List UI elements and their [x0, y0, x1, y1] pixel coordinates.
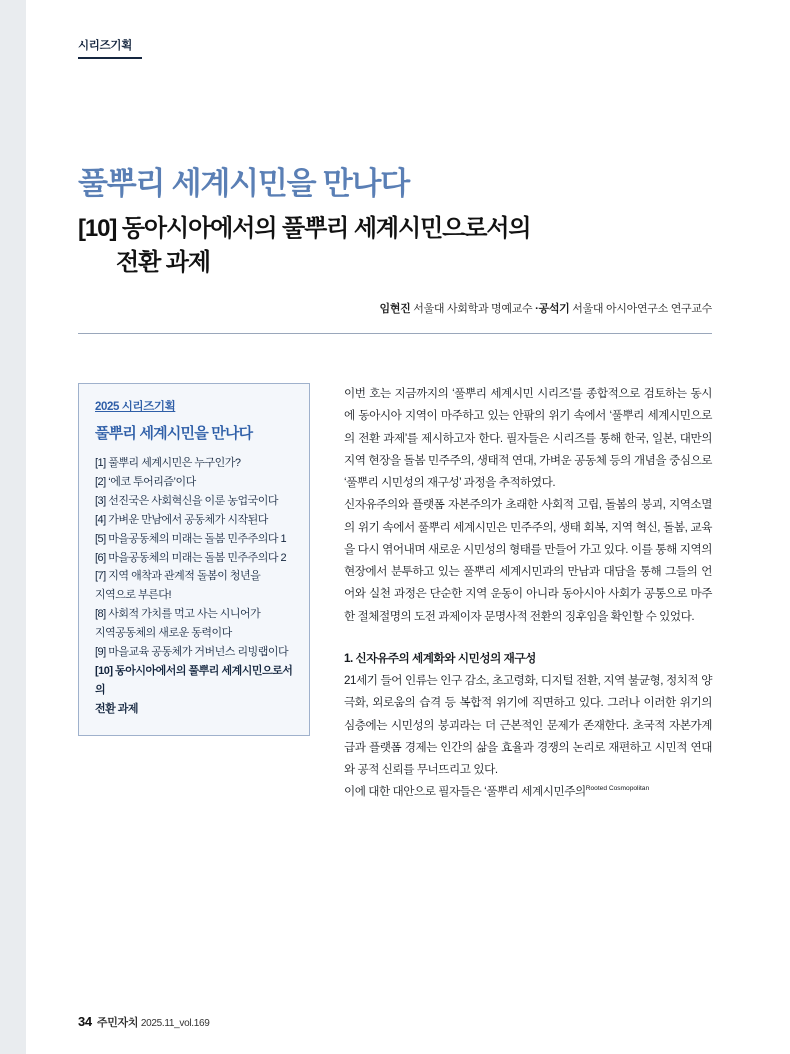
section-heading-1: 1. 신자유주의 세계화와 시민성의 재구성 [344, 651, 536, 665]
author-1-affiliation: 서울대 사회학과 명예교수 [413, 303, 533, 315]
list-item: [2] ‘에코 투어리즘’이다 [95, 475, 196, 488]
paragraph-4-text: 이에 대한 대안으로 필자들은 ‘풀뿌리 세계시민주의 [344, 785, 586, 799]
list-item: [9] 마을교육 공동체가 거버넌스 리빙랩이다 [95, 646, 289, 659]
series-box-title: 풀뿌리 세계시민을 만나다 [95, 425, 253, 442]
list-item-current: 전환 과제 [95, 702, 139, 715]
author-2-affiliation: 서울대 아시아연구소 연구교수 [572, 303, 712, 315]
paragraph-4 [344, 781, 712, 803]
list-item: [8] 사회적 가치를 먹고 사는 시니어가 [95, 608, 261, 621]
author-1-name: 임현진 [379, 303, 411, 315]
issue-label: 2025.11_vol.169 [140, 1018, 210, 1029]
body-column [344, 383, 712, 804]
series-index-box [78, 383, 310, 736]
list-item: [1] 풀뿌리 세계시민은 누구인가? [95, 457, 241, 469]
byline-separator: · [535, 303, 539, 315]
list-item: [6] 마을공동체의 미래는 돌봄 민주주의다 2 [95, 551, 287, 564]
paragraph-3: 21세기 들어 인류는 인구 감소, 초고령화, 디지털 전환, 지역 불균형, 정치적 양극화, 외로움의 습격 등 복합적 위기에 직면하고 있다. 그러나 이러한 위기의 심층에는 시민성의 붕괴라는 더 근본적인 문제가 존재한다. 초국적 자본가계급과 플랫폼 경제는 인간의 삶을 효율과 경쟁의 논리로 재편하고 시민적 연대와 공적 신뢰를 무너뜨리고 있다. [344, 674, 712, 776]
list-item-current: [10] 동아시아에서의 풀뿌리 세계시민으로서의 [95, 664, 293, 696]
title-divider [78, 333, 712, 334]
page-title [78, 212, 698, 280]
title-line-1: [10] 동아시아에서의 풀뿌리 세계시민으로서의 [78, 215, 531, 242]
series-episode-list [95, 454, 295, 719]
left-margin-band [0, 0, 26, 1054]
series-year-label: 2025 시리즈기획 [95, 401, 176, 413]
list-item: [4] 가벼운 만남에서 공동체가 시작된다 [95, 513, 268, 526]
page-number: 34 [78, 1014, 92, 1029]
kicker-label: 시리즈기획 [78, 40, 133, 52]
series-title: 풀뿌리 세계시민을 만나다 [78, 166, 410, 201]
list-item: 지역공동체의 새로운 동력이다 [95, 627, 232, 640]
paragraph-2: 신자유주의와 플랫폼 자본주의가 초래한 사회적 고립, 돌봄의 붕괴, 지역소멸의 위기 속에서 풀뿌리 세계시민은 민주주의, 생태 회복, 지역 혁신, 돌봄, 교육을 다시 엮어내며 새로운 시민성의 형태를 만들어 가고 있다. 이를 통해 지역의 현장에서 분투하고 있는 풀뿌리 세계시민과의 만남과 대담을 통해 그들의 언어와 실천 과정은 단순한 지역 운동이 아니라 동아시아 사회가 공통으로 마주한 절체절명의 도전 과제이자 문명사적 전환의 징후임을 확인할 수 있었다. [344, 498, 712, 623]
author-2-name: 공석기 [538, 303, 570, 315]
list-item: [5] 마을공동체의 미래는 돌봄 민주주의다 1 [95, 532, 287, 545]
paragraph-1: 이번 호는 지금까지의 ‘풀뿌리 세계시민 시리즈’를 종합적으로 검토하는 동시에 동아시아 지역이 마주하고 있는 안팎의 위기 속에서 ‘풀뿌리 세계시민으로의 전환 과제’를 제시하고자 한다. 필자들은 시리즈를 통해 한국, 일본, 대만의 지역 현장을 돌봄 민주주의, 생태적 연대, 가벼운 공동체 등의 개념을 중심으로 ‘풀뿌리 시민성의 재구성’ 과정을 추적하였다. [344, 387, 712, 489]
list-item: [7] 지역 애착과 관계적 돌봄이 청년을 [95, 570, 261, 583]
title-line-2: 전환 과제 [116, 249, 210, 277]
kicker-underline [78, 57, 142, 59]
page-content [78, 0, 712, 1054]
list-item: 지역으로 부른다! [95, 589, 171, 602]
list-item: [3] 선진국은 사회혁신을 이룬 농업국이다 [95, 494, 278, 507]
superscript-note: Rooted Cosmopolitan [585, 785, 650, 793]
page-footer [78, 1014, 210, 1030]
magazine-name: 주민자치 [96, 1017, 139, 1029]
byline [78, 300, 712, 316]
